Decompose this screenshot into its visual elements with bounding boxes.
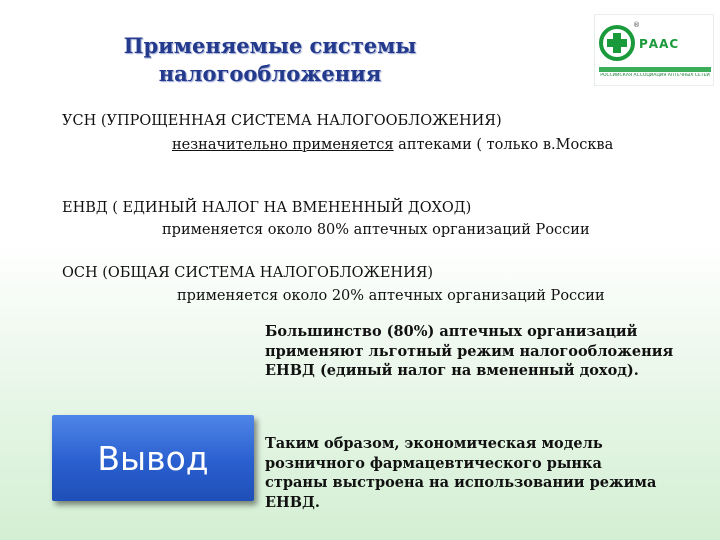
green-cross-icon [599,25,635,61]
osn-detail: применяется около 20% аптечных организаций России [177,288,605,304]
envd-detail: применяется около 80% аптечных организаций России [162,222,590,238]
registered-mark: ® [633,21,640,29]
usn-heading: УСН (УПРОЩЕННАЯ СИСТЕМА НАЛОГООБЛОЖЕНИЯ) [62,113,502,129]
envd-heading: ЕНВД ( ЕДИНЫЙ НАЛОГ НА ВМЕНЕННЫЙ ДОХОД) [62,200,472,216]
usn-detail [172,137,613,153]
page-title-line1: Применяемые системы [123,33,417,58]
logo-text: РААС [639,37,680,51]
page-title-line2: налогообложения [158,61,382,86]
conclusion-paragraph-2: Таким образом, экономическая модель розничного фармацевтического рынка страны выстроена на использовании режима ЕНВД. [265,435,657,511]
usn-detail-underlined: незначительно применяется [172,137,394,153]
logo-subtitle: РОССИЙСКАЯ АССОЦИАЦИЯ АПТЕЧНЫХ СЕТЕЙ [600,73,710,78]
conclusion-paragraph-1: Большинство (80%) аптечных организаций применяют льготный режим налогообложения ЕНВД (единый налог на вмененный доход). [265,323,674,379]
conclusion-button[interactable]: Вывод [52,415,254,501]
logo-band [599,67,711,72]
osn-heading: ОСН (ОБЩАЯ СИСТЕМА НАЛОГОБЛОЖЕНИЯ) [62,265,434,281]
usn-detail-rest: аптеками ( только в.Москва [393,137,614,153]
raas-logo [594,14,714,86]
page-title [100,32,440,88]
